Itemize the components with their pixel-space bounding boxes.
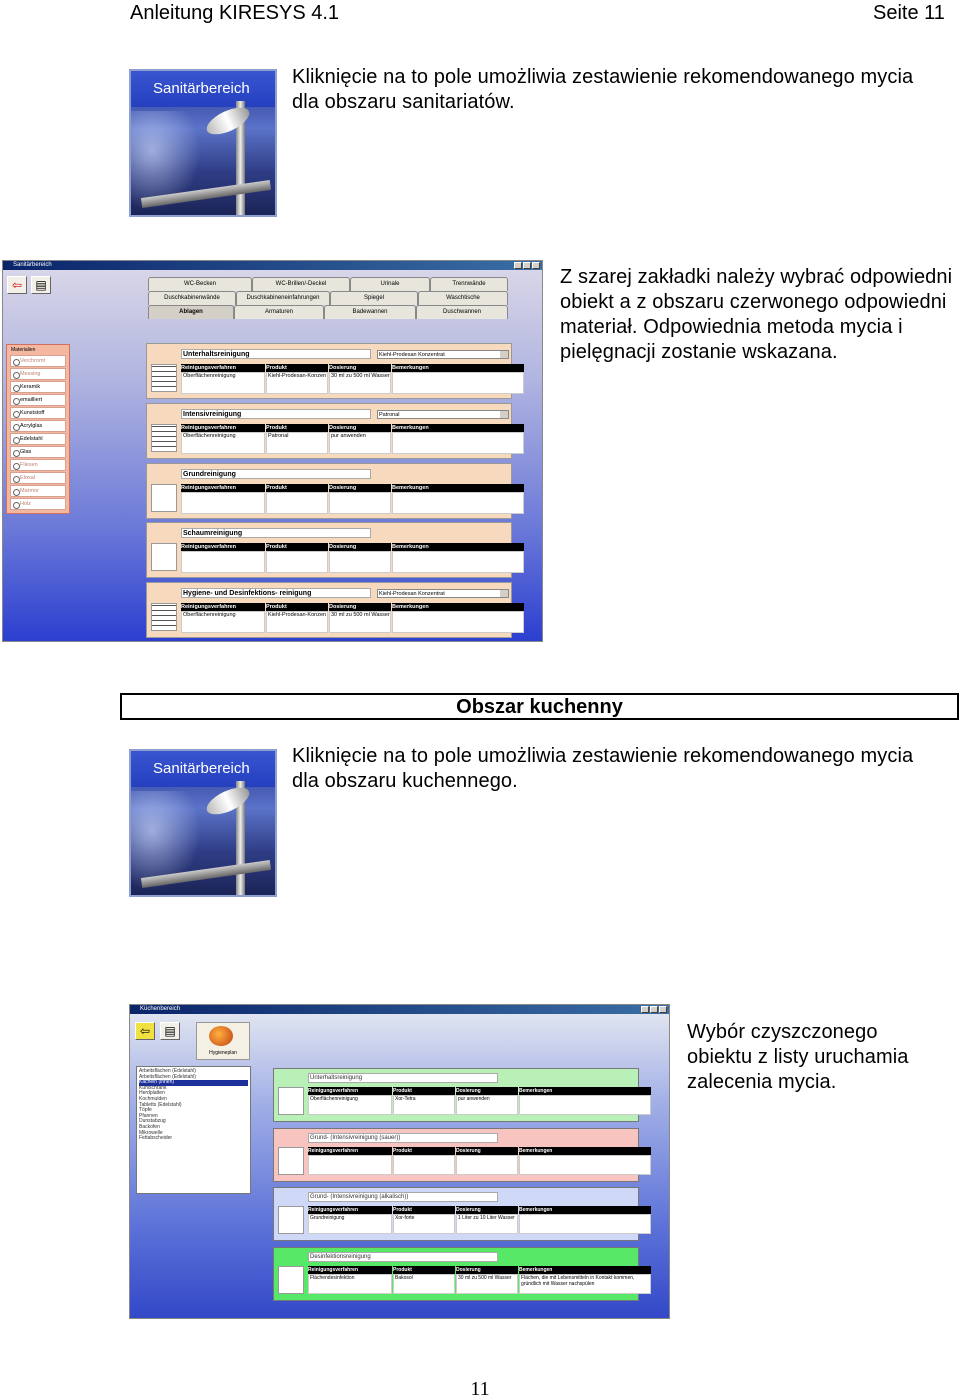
tab-duschkabinenwaende[interactable]: Duschkabinenwände <box>148 291 236 305</box>
product-select[interactable]: Kiehl-Prodesan Konzentrat <box>377 589 509 598</box>
cell: 30 ml zu 500 ml Wasser <box>456 1274 518 1294</box>
empty-image-icon <box>278 1147 304 1175</box>
list-item[interactable]: Backofen <box>139 1123 160 1130</box>
hygiene-plan-button[interactable] <box>196 1022 250 1060</box>
list-item[interactable]: Tabletts (Edelstahl) <box>139 1101 182 1108</box>
col-header: Produkt <box>393 1206 455 1214</box>
window-titlebar: Sanitärbereich <box>3 261 542 270</box>
materials-caption: Materialien <box>11 347 36 353</box>
cell <box>519 1214 651 1234</box>
list-item[interactable]: Töpfe <box>139 1107 152 1114</box>
product-select[interactable]: Patronal <box>377 410 509 419</box>
list-item[interactable]: Fettabscheider <box>139 1135 173 1142</box>
close-icon[interactable] <box>532 262 540 269</box>
kitchen-panel-unterhalt <box>273 1068 639 1122</box>
list-item[interactable]: Mikrowelle <box>139 1129 163 1136</box>
material-radio[interactable]: Fliesen <box>10 459 66 471</box>
fruit-icon <box>209 1026 233 1046</box>
material-radio[interactable]: Edelstahl <box>10 433 66 445</box>
cell: Oberflächenreinigung <box>181 432 265 454</box>
col-header: Bemerkungen <box>392 543 524 551</box>
col-header: Dosierung <box>456 1087 518 1095</box>
col-header: Dosierung <box>329 484 391 492</box>
col-header: Dosierung <box>329 543 391 551</box>
object-tabs <box>146 275 510 339</box>
col-header: Produkt <box>393 1087 455 1095</box>
material-radio[interactable]: Keramik <box>10 381 66 393</box>
material-radio[interactable]: Marmor <box>10 485 66 497</box>
cell: 30 ml zu 500 ml Wasser <box>329 611 391 633</box>
col-header: Dosierung <box>456 1206 518 1214</box>
print-icon[interactable]: ▤ <box>31 276 51 294</box>
list-item[interactable]: Arbeitsflächen (Edelstahl) <box>139 1073 196 1080</box>
back-arrow-icon[interactable]: ⇦ <box>135 1022 155 1040</box>
tile-label: Sanitärbereich <box>131 751 275 787</box>
list-item[interactable]: Kacheln (innen) <box>139 1080 248 1086</box>
kitchen-caption: Wybór czyszczonego obiektu z listy uruchamia zalecenia mycia. <box>687 1021 909 1093</box>
list-item[interactable]: Arbeitsflächen (Edelstahl) <box>139 1068 196 1074</box>
col-header: Produkt <box>266 484 328 492</box>
col-header: Dosierung <box>329 603 391 611</box>
tab-duschkabineneinfahrungen[interactable]: Duschkabineneinfahrungen <box>236 291 330 305</box>
grid-sink-icon <box>151 364 177 392</box>
col-header: Produkt <box>393 1266 455 1274</box>
panel-title: Grund- (Intensivreinigung (alkalisch)) <box>308 1192 498 1202</box>
col-header: Reinigungsverfahren <box>181 424 265 432</box>
tab-spiegel[interactable]: Spiegel <box>330 291 418 305</box>
sanitary-caption: Z szarej zakładki należy wybrać odpowiedni obiekt a z obszaru czerwonego odpowiedni materiał. Odpowiednia metoda mycia i pielęgnacji zostanie wskazana. <box>560 266 953 363</box>
cleaning-panel-intensiv <box>146 403 512 459</box>
col-header: Bemerkungen <box>519 1266 651 1274</box>
cell: pur anwenden <box>329 432 391 454</box>
cell: Flächen, die mit Lebensmitteln in Kontakt kommen, gründlich mit Wasser nachspülen <box>519 1274 651 1294</box>
page-number: 11 <box>470 1378 490 1400</box>
cell: Xor-Tetra <box>393 1095 455 1115</box>
kitchen-section-heading: Obszar kuchenny <box>120 693 959 720</box>
kitchen-panel-sauer <box>273 1128 639 1182</box>
tab-wc-becken[interactable]: WC-Becken <box>148 277 252 291</box>
tab-wc-brillen[interactable]: WC-Brillen/-Deckel <box>252 277 350 291</box>
print-icon[interactable]: ▤ <box>160 1022 180 1040</box>
tab-armaturen[interactable]: Armaturen <box>234 305 324 319</box>
cell: Oberflächenreinigung <box>181 611 265 633</box>
panel-title: Grundreinigung <box>181 469 371 479</box>
col-header: Bemerkungen <box>392 364 524 372</box>
kitchen-object-list[interactable] <box>136 1066 251 1194</box>
cleaning-panel-hygiene <box>146 582 512 638</box>
cell <box>392 611 524 633</box>
material-radio[interactable]: Eloxal <box>10 472 66 484</box>
material-radio[interactable]: Holz <box>10 498 66 510</box>
kitchen-description: Kliknięcie na to pole umożliwia zestawienie rekomendowanego mycia dla obszaru kuchennego. <box>292 745 914 792</box>
cell: pur anwenden <box>456 1095 518 1115</box>
doc-header-page: Seite 11 <box>873 2 945 24</box>
col-header: Reinigungsverfahren <box>308 1266 392 1274</box>
col-header: Reinigungsverfahren <box>308 1087 392 1095</box>
cell <box>519 1095 651 1115</box>
cleaning-panel-schaum <box>146 522 512 578</box>
col-header: Bemerkungen <box>392 424 524 432</box>
back-arrow-icon[interactable]: ⇦ <box>7 276 27 294</box>
col-header: Bemerkungen <box>519 1147 651 1155</box>
empty-image-icon <box>151 484 177 512</box>
hygiene-plan-label: Hygieneplan <box>209 1050 237 1056</box>
sanitary-description: Kliknięcie na to pole umożliwia zestawienie rekomendowanego mycia dla obszaru sanitariatów. <box>292 66 914 113</box>
cell: Xor-forte <box>393 1214 455 1234</box>
material-radio[interactable]: emailliert <box>10 394 66 406</box>
list-item[interactable]: Kochmulden <box>139 1095 167 1102</box>
material-radio[interactable]: Kunststoff <box>10 407 66 419</box>
list-item[interactable]: Dunstabzug <box>139 1118 166 1125</box>
window-titlebar: Küchenbereich <box>130 1005 669 1014</box>
tab-duschwannen[interactable]: Duschwannen <box>416 305 508 319</box>
cell: Patronal <box>266 432 328 454</box>
cell: Kiehl-Prodesan-Konzen <box>266 611 328 633</box>
panel-title: Unterhaltsreinigung <box>181 349 371 359</box>
tab-ablagen[interactable]: Ablagen <box>148 305 234 319</box>
col-header: Produkt <box>266 603 328 611</box>
cell <box>392 432 524 454</box>
empty-image-icon <box>151 543 177 571</box>
col-header: Produkt <box>266 543 328 551</box>
cell: Oberflächenreinigung <box>308 1095 392 1115</box>
cleaning-panel-grund <box>146 463 512 519</box>
col-header: Reinigungsverfahren <box>181 603 265 611</box>
list-item[interactable]: Pfannen <box>139 1112 158 1119</box>
minimize-icon[interactable] <box>514 262 522 269</box>
col-header: Produkt <box>266 364 328 372</box>
tab-trennwaende[interactable]: Trennwände <box>430 277 508 291</box>
maximize-icon[interactable] <box>650 1006 658 1013</box>
spray-bottle-icon <box>278 1087 304 1115</box>
cell <box>392 372 524 394</box>
col-header: Reinigungsverfahren <box>308 1147 392 1155</box>
doc-header-title: Anleitung KIRESYS 4.1 <box>130 2 340 24</box>
cell: Grundreinigung <box>308 1214 392 1234</box>
tab-badewannen[interactable]: Badewannen <box>324 305 416 319</box>
panel-title: Unterhaltsreinigung <box>308 1073 498 1083</box>
cell: 1 Liter zu 10 Liter Wasser <box>456 1214 518 1234</box>
cell: Kiehl-Prodesan-Konzen <box>266 372 328 394</box>
sanitary-area-tile[interactable] <box>129 69 277 217</box>
product-select[interactable]: Kiehl-Prodesan Konzentrat <box>377 350 509 359</box>
kitchen-panel-desinfektion <box>273 1247 639 1301</box>
tab-waschtische[interactable]: Waschtische <box>418 291 508 305</box>
minimize-icon[interactable] <box>641 1006 649 1013</box>
list-item[interactable]: Herdplatten <box>139 1090 165 1097</box>
col-header: Reinigungsverfahren <box>181 543 265 551</box>
material-radio[interactable]: Acrylglas <box>10 420 66 432</box>
col-header: Reinigungsverfahren <box>181 484 265 492</box>
cell: Oberflächenreinigung <box>181 372 265 394</box>
col-header: Dosierung <box>456 1147 518 1155</box>
kitchen-panel-alkalisch <box>273 1187 639 1241</box>
cell: 30 ml zu 500 ml Wasser <box>329 372 391 394</box>
col-header: Bemerkungen <box>392 603 524 611</box>
grid-sink-icon <box>151 603 177 631</box>
material-radio[interactable]: Messing <box>10 368 66 380</box>
panel-title: Intensivreinigung <box>181 409 371 419</box>
col-header: Bemerkungen <box>519 1206 651 1214</box>
col-header: Dosierung <box>329 364 391 372</box>
col-header: Reinigungsverfahren <box>308 1206 392 1214</box>
panel-title: Hygiene- und Desinfektions- reinigung <box>181 588 371 598</box>
panel-title: Grund- (Intensivreinigung (sauer)) <box>308 1133 498 1143</box>
col-header: Bemerkungen <box>519 1087 651 1095</box>
cleaning-panel-unterhalt <box>146 343 512 399</box>
material-radio[interactable]: Glas <box>10 446 66 458</box>
materials-panel <box>6 344 70 514</box>
col-header: Produkt <box>266 424 328 432</box>
cleaning-machine-icon <box>278 1206 304 1234</box>
panel-title: Schaumreinigung <box>181 528 371 538</box>
tile-label: Sanitärbereich <box>131 71 275 107</box>
col-header: Dosierung <box>329 424 391 432</box>
material-radio[interactable]: Verchromt <box>10 355 66 367</box>
kitchen-area-tile[interactable] <box>129 749 277 897</box>
col-header: Bemerkungen <box>392 484 524 492</box>
grid-sink-icon <box>151 424 177 452</box>
list-item[interactable]: Kühlschrank <box>139 1084 167 1091</box>
sprayer-icon <box>278 1266 304 1294</box>
cell: Flächendesinfektion <box>308 1274 392 1294</box>
panel-title: Desinfektionsreinigung <box>308 1252 498 1262</box>
maximize-icon[interactable] <box>523 262 531 269</box>
tab-urinale[interactable]: Urinale <box>350 277 430 291</box>
col-header: Reinigungsverfahren <box>181 364 265 372</box>
col-header: Produkt <box>393 1147 455 1155</box>
col-header: Dosierung <box>456 1266 518 1274</box>
cell: Bakosol <box>393 1274 455 1294</box>
close-icon[interactable] <box>659 1006 667 1013</box>
